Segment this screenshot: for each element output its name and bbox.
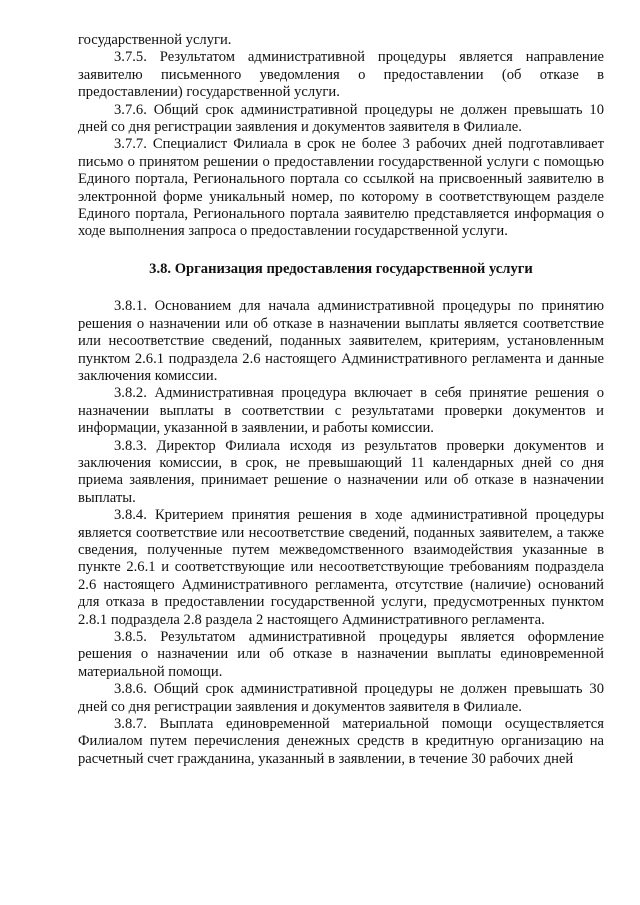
paragraph-3-8-7: 3.8.7. Выплата единовременной материальной помощи осуществляется Филиалом путем перечисления денежных средств в кредитную организацию на расчетный счет гражданина, указанный в заявлении, в течение 30 рабочих дней (78, 716, 604, 767)
paragraph-continuation: государственной услуги. (78, 32, 232, 48)
paragraph-3-8-6: 3.8.6. Общий срок административной процедуры не должен превышать 30 дней со дня регистрации заявления и документов заявителя в Филиале. (78, 681, 604, 715)
paragraph-3-8-5: 3.8.5. Результатом административной процедуры является оформление решения о назначении или об отказе в назначении выплаты единовременной материальной помощи. (78, 629, 604, 680)
paragraph-3-8-1: 3.8.1. Основанием для начала административной процедуры по принятию решения о назначении или об отказе в назначении выплаты является соответствие или несоответствие сведений, поданных заявителем, критериям, установленным пунктом 2.6.1 подраздела 2.6 настоящего Административного регламента и данные заключения комиссии. (78, 298, 604, 384)
section-heading-3-8: 3.8. Организация предоставления государственной услуги (149, 260, 533, 277)
paragraph-3-7-6: 3.7.6. Общий срок административной процедуры не должен превышать 10 дней со дня регистрации заявления и документов заявителя в Филиале. (78, 101, 604, 136)
paragraph-3-8-2: 3.8.2. Административная процедура включает в себя принятие решения о назначении выплаты в соответствии с результатами проверки документов и информации, указанной в заявлении, и работы комиссии. (78, 385, 604, 437)
paragraph-3-7-5: 3.7.5. Результатом административной процедуры является направление заявителю письменного уведомления о предоставлении (об отказе в предоставлении) государственной услуги. (78, 49, 604, 101)
paragraph-3-7-7: 3.7.7. Специалист Филиала в срок не более 3 рабочих дней подготавливает письмо о принятом решении о предоставлении государственной услуги с помощью Единого портала, Регионального портала со ссылкой на присвоенный заявителю в электронной форме уникальный номер, по которому в соответствующем разделе Единого портала, Регионального портала заявителю представляется информация о ходе выполнения запроса о предоставлении государственной услуги. (78, 136, 604, 240)
document-page (78, 32, 604, 768)
paragraph-3-8-4: 3.8.4. Критерием принятия решения в ходе административной процедуры является соответствие или несоответствие сведений, поданных заявителем, а также сведения, полученные путем межведомственного взаимодействия указанные в пункте 2.6.1 и соответствующие или несоответствующие требованиям подраздела 2.6 настоящего Административного регламента, отсутствие (наличие) оснований для отказа в предоставлении государственной услуги, предусмотренных пунктом 2.8.1 подраздела 2.8 раздела 2 настоящего Административного регламента. (78, 507, 604, 628)
paragraph-3-8-3: 3.8.3. Директор Филиала исходя из результатов проверки документов и заключения комиссии, в срок, не превышающий 11 календарных дней со дня приема заявления, принимает решение о назначении или об отказе в назначении выплаты. (78, 437, 604, 506)
